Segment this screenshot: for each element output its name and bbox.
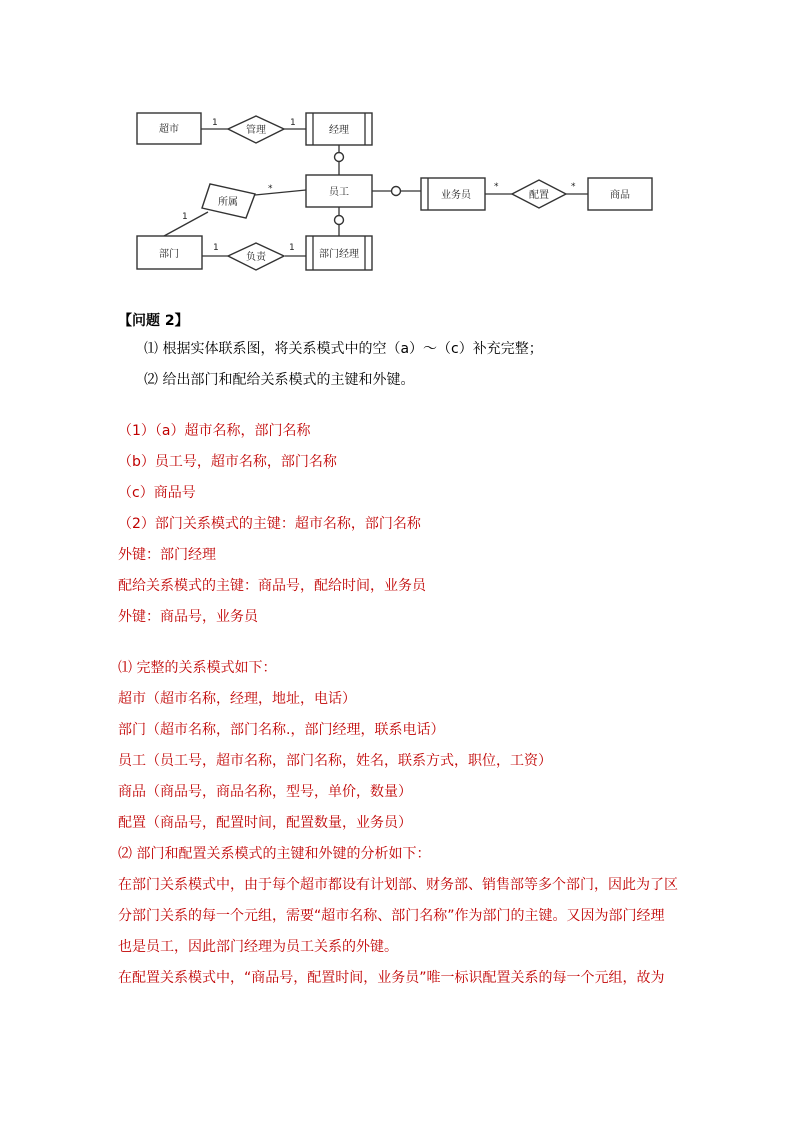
explanation-line-4: 员工（员工号，超市名称，部门名称，姓名，联系方式，职位，工资）: [118, 753, 552, 769]
question-item-2: ⑵ 给出部门和配给关系模式的主键和外键。: [144, 372, 415, 388]
answer-line-4: （2）部门关系模式的主键：超市名称，部门名称: [118, 516, 421, 532]
answer-line-7: 外键：商品号，业务员: [118, 609, 258, 625]
isa-circle-bottom: [335, 216, 344, 225]
card-belong-department: 1: [182, 212, 188, 222]
explanation-paragraph-2: 在配置关系模式中，“商品号，配置时间，业务员”唯一标识配置关系的每一个元组，故为: [118, 970, 665, 986]
explanation-paragraph-1: 在部门关系模式中，由于每个超市都设有计划部、财务部、销售部等多个部门，因此为了区分部门关系的每一个元组，需要“超市名称、部门名称”作为部门的主键。又因为部门经理也是员工，因此部门经理为员工关系的外键。: [118, 877, 678, 955]
card-manage-manager: 1: [290, 118, 296, 128]
entity-manager-label: 经理: [329, 125, 349, 136]
answer-line-1: （1）（a）超市名称，部门名称: [118, 423, 311, 439]
relation-manage-label: 管理: [246, 125, 266, 136]
entity-supermarket-label: 超市: [159, 124, 179, 135]
answer-line-3: （c）商品号: [118, 485, 196, 501]
relation-allocate-label: 配置: [529, 190, 549, 201]
card-department-responsible: 1: [213, 243, 219, 253]
explanation-line-2: 超市（超市名称，经理，地址，电话）: [118, 691, 356, 707]
card-allocate-product: *: [571, 182, 576, 192]
entity-product-label: 商品: [610, 190, 630, 201]
isa-circle-top: [335, 153, 344, 162]
question-item-1: ⑴ 根据实体联系图，将关系模式中的空（a）～（c）补充完整；: [144, 341, 543, 357]
question-heading: 【问题 2】: [118, 313, 189, 329]
answer-line-5: 外键：部门经理: [118, 547, 216, 563]
explanation-line-5: 商品（商品号，商品名称，型号，单价，数量）: [118, 784, 412, 800]
card-responsible-deptmanager: 1: [289, 243, 295, 253]
entity-salesperson-label: 业务员: [441, 190, 471, 201]
relation-belong-label: 所属: [218, 197, 238, 208]
entity-dept-manager-label: 部门经理: [319, 249, 359, 260]
explanation-line-6: 配置（商品号，配置时间，配置数量，业务员）: [118, 815, 412, 831]
card-supermarket-manage: 1: [212, 118, 218, 128]
card-salesperson-allocate: *: [494, 182, 499, 192]
explanation-line-7: ⑵ 部门和配置关系模式的主键和外键的分析如下：: [118, 846, 431, 862]
card-belong-employee: *: [268, 184, 273, 194]
answer-line-2: （b）员工号，超市名称，部门名称: [118, 454, 337, 470]
entity-department-label: 部门: [159, 249, 179, 260]
explanation-line-3: 部门（超市名称，部门名称.，部门经理，联系电话）: [118, 722, 445, 738]
isa-circle-right: [392, 187, 401, 196]
explanation-line-1: ⑴ 完整的关系模式如下：: [118, 660, 277, 676]
er-diagram: [120, 100, 660, 300]
line-belong-employee: [255, 190, 306, 195]
answer-line-6: 配给关系模式的主键：商品号，配给时间，业务员: [118, 578, 426, 594]
document-body: [118, 308, 678, 994]
relation-responsible-label: 负责: [246, 252, 266, 263]
entity-employee-label: 员工: [329, 187, 349, 198]
